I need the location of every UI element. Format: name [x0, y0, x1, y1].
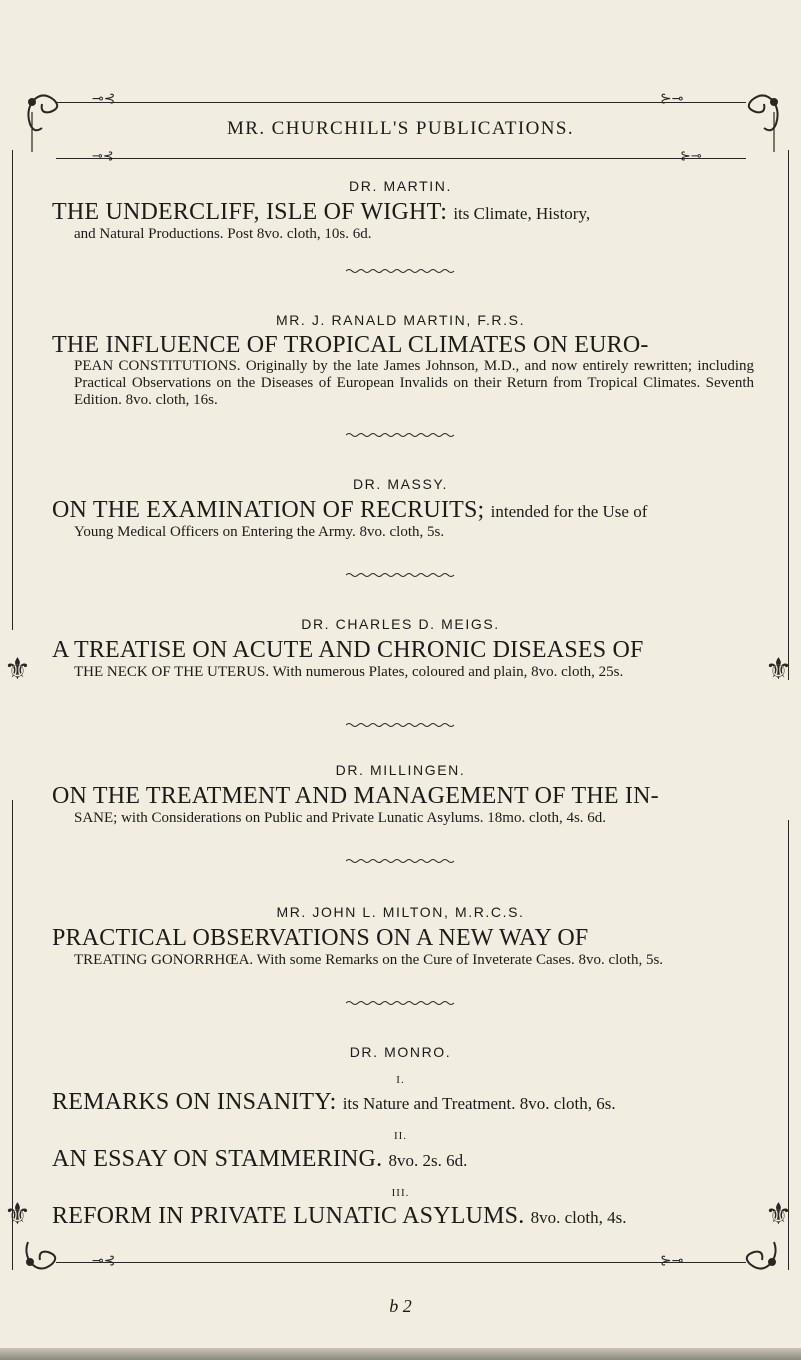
work-numeral: I.	[396, 1074, 405, 1086]
entry-title: PRACTICAL OBSERVATIONS ON A NEW WAY OF	[52, 925, 589, 951]
side-ornament-icon: ⚜	[4, 652, 31, 687]
entry-title-main: REFORM IN PRIVATE LUNATIC ASYLUMS.	[52, 1203, 525, 1229]
rule-ornament-icon: ⊸⊰	[92, 91, 116, 107]
entry-description: THE NECK OF THE UTERUS. With numerous Plates, coloured and plain, 8vo. cloth, 25s.	[74, 664, 624, 680]
rule-ornament-icon: ⊸⊰	[92, 1253, 116, 1269]
side-ornament-icon: ⚜	[765, 1197, 792, 1232]
entry-title: A TREATISE ON ACUTE AND CHRONIC DISEASES OF	[52, 637, 644, 663]
top-rule	[56, 102, 746, 103]
entry-title-tail: 8vo. cloth, 4s.	[530, 1208, 627, 1227]
entry-title-tail: intended for the Use of	[490, 502, 648, 521]
entry-title	[52, 200, 590, 224]
entry-author: MR. J. RANALD MARTIN, F.R.S.	[275, 312, 526, 328]
corner-flourish-bottom-left-icon	[10, 1240, 80, 1290]
entry-author: DR. CHARLES D. MEIGS.	[301, 616, 500, 632]
entry-description: TREATING GONORRHŒA. With some Remarks on the Cure of Inveterate Cases. 8vo. cloth, 5s.	[74, 952, 664, 968]
wavy-divider	[346, 1000, 456, 1006]
page-header: MR. CHURCHILL'S PUBLICATIONS.	[226, 118, 574, 139]
signature-mark: b 2	[389, 1296, 412, 1316]
wavy-divider	[346, 722, 456, 728]
entry-author: MR. JOHN L. MILTON, M.R.C.S.	[276, 904, 525, 920]
entry-title	[52, 498, 647, 522]
wavy-divider	[346, 432, 456, 438]
left-border	[12, 150, 13, 630]
entry-author: DR. MARTIN.	[349, 178, 452, 194]
entry-title-tail: its Climate, History,	[453, 204, 591, 223]
entry-author: DR. MASSY.	[352, 476, 449, 492]
entry-title-main: THE UNDERCLIFF, ISLE OF WIGHT:	[52, 199, 448, 225]
entry-description: Young Medical Officers on Entering the Army. 8vo. cloth, 5s.	[74, 524, 445, 540]
entry-description: and Natural Productions. Post 8vo. cloth, 10s. 6d.	[74, 226, 372, 242]
entry-title-main: AN ESSAY ON STAMMERING.	[52, 1146, 383, 1172]
entry-title-main: REMARKS ON INSANITY:	[52, 1089, 337, 1115]
entry-title-main: ON THE EXAMINATION OF RECRUITS;	[52, 497, 485, 523]
entry-title	[52, 1090, 616, 1114]
entry-description: PEAN CONSTITUTIONS. Originally by the late James Johnson, M.D., and now entirely rewritten; including Practical Observations on the Diseases of European Invalids on their Return from Tropical Climates. Seventh Edition. 8vo. cloth, 16s.	[74, 358, 754, 408]
corner-flourish-top-right-icon	[724, 82, 794, 152]
rule-ornament-icon: ⊸⊰	[92, 149, 114, 164]
entry-title	[52, 1147, 467, 1171]
entry-title: ON THE TREATMENT AND MANAGEMENT OF THE IN-	[52, 783, 659, 809]
side-ornament-icon: ⚜	[4, 1197, 31, 1232]
entry-title-tail: its Nature and Treatment. 8vo. cloth, 6s.	[342, 1094, 616, 1113]
wavy-divider	[346, 572, 456, 578]
entry-title	[52, 1204, 626, 1228]
rule-ornament-icon: ⊱⊸	[660, 91, 684, 107]
entry-title-tail: 8vo. 2s. 6d.	[388, 1151, 468, 1170]
rule-ornament-icon: ⊱⊸	[660, 1253, 684, 1269]
corner-flourish-bottom-right-icon	[722, 1240, 792, 1290]
corner-flourish-top-left-icon	[12, 82, 82, 152]
rule-ornament-icon: ⊱⊸	[680, 149, 702, 164]
work-numeral: III.	[391, 1187, 410, 1199]
side-ornament-icon: ⚜	[765, 652, 792, 687]
bottom-rule	[56, 1262, 746, 1263]
entry-description: SANE; with Considerations on Public and Private Lunatic Asylums. 18mo. cloth, 4s. 6d.	[74, 810, 607, 826]
entry-author: DR. MONRO.	[349, 1044, 452, 1060]
entry-author: DR. MILLINGEN.	[335, 762, 466, 778]
header-underline	[56, 158, 746, 159]
entry-title: THE INFLUENCE OF TROPICAL CLIMATES ON EURO-	[52, 332, 649, 358]
work-numeral: II.	[393, 1130, 408, 1142]
wavy-divider	[346, 858, 456, 864]
right-border	[788, 150, 789, 680]
scan-edge	[0, 1348, 801, 1360]
wavy-divider	[346, 268, 456, 274]
